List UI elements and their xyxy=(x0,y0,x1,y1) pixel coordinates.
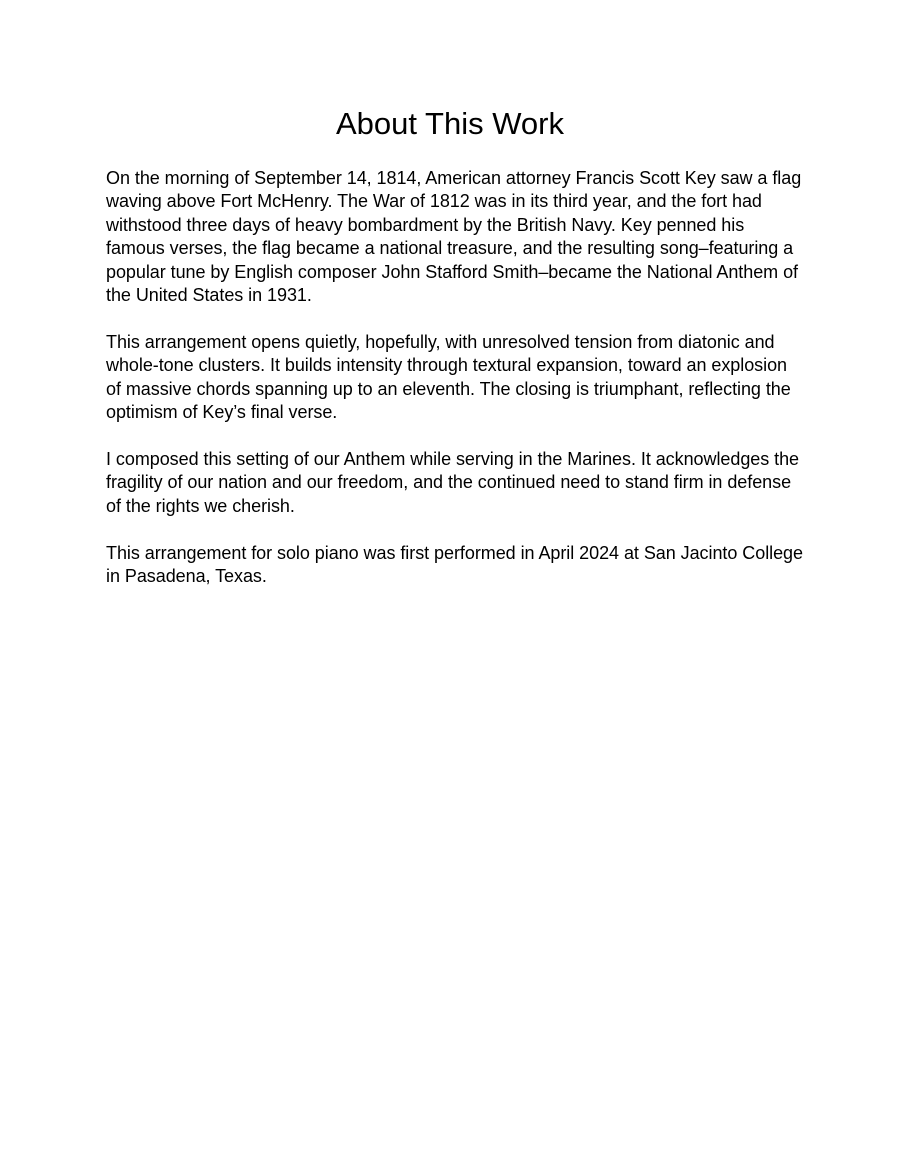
page-title: About This Work xyxy=(335,106,564,141)
paragraph-history: On the morning of September 14, 1814, American attorney Francis Scott Key saw a flag waving above Fort McHenry. The War of 1812 was in its third year, and the fort had withstood three days of heavy bombardment by the British Navy. Key penned his famous verses, the flag became a national treasure, and the resulting song–featuring a popular tune by English composer John Stafford Smith–became the National Anthem of the United States in 1931. xyxy=(106,168,802,306)
paragraph-arrangement: This arrangement opens quietly, hopefully, with unresolved tension from diatonic and whole-tone clusters. It builds intensity through textural expansion, toward an explosion of massive chords spanning up to an eleventh. The closing is triumphant, reflecting the optimism of Key’s final verse. xyxy=(106,331,791,423)
document-body xyxy=(106,167,806,612)
paragraph-composer-note: I composed this setting of our Anthem while serving in the Marines. It acknowledges the fragility of our nation and our freedom, and the continued need to stand firm in defense of the rights we cherish. xyxy=(106,449,800,516)
paragraph-premiere: This arrangement for solo piano was first performed in April 2024 at San Jacinto College in Pasadena, Texas. xyxy=(106,542,803,587)
